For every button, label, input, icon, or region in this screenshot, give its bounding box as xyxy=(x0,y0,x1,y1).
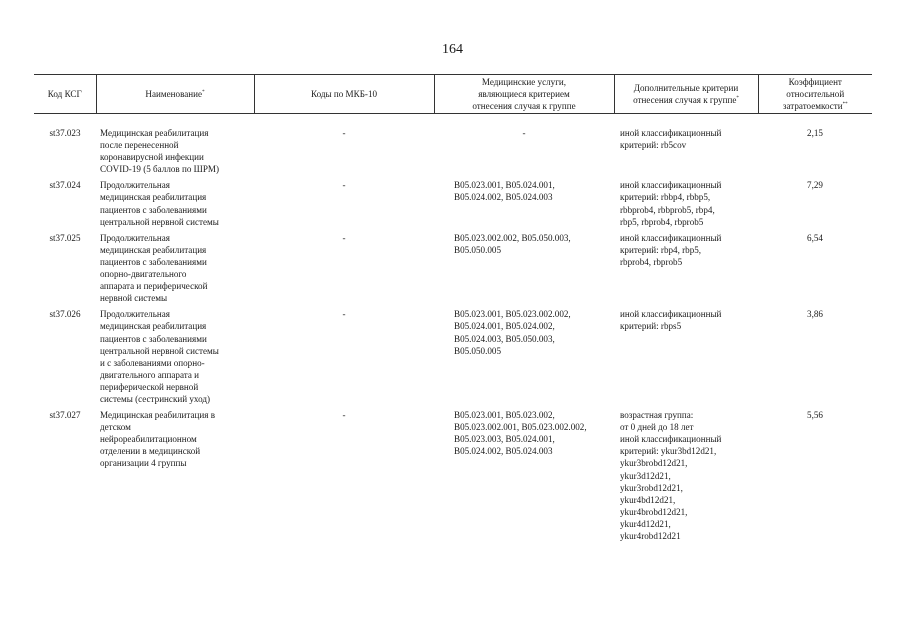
cell-services-line: B05.023.001, B05.023.002, xyxy=(454,410,555,421)
header-coef-line: Коэффициент xyxy=(788,76,842,87)
cell-name-line: Медицинская реабилитация xyxy=(100,128,209,138)
header-coef-footnote-mark: ** xyxy=(842,102,848,108)
cell-criteria xyxy=(614,114,758,180)
cell-criteria-line: ykur3robd12d21, xyxy=(620,482,683,493)
cell-name-line: опорно-двигательного xyxy=(100,269,187,280)
cell-name-line: Продолжительная xyxy=(100,309,170,320)
cell-criteria-line: rbp5, rbprob4, rbprob5 xyxy=(620,216,704,227)
cell-services-line: B05.024.002, B05.024.003 xyxy=(454,192,553,203)
cell-services-line: B05.023.002.002, B05.050.003, xyxy=(454,232,571,243)
cell-criteria xyxy=(614,232,758,309)
cell-name-line: нейрореабилитационном xyxy=(100,434,197,445)
cell-coefficient: 2,15 xyxy=(807,128,823,138)
cell-services-line: - xyxy=(522,128,526,138)
cell-ksg-code: st37.026 xyxy=(49,309,81,320)
cell-coefficient: 6,54 xyxy=(807,232,823,243)
cell-ksg-code: st37.027 xyxy=(49,410,81,421)
cell-criteria xyxy=(614,308,758,409)
cell-name-line: коронавирусной инфекции xyxy=(100,152,204,163)
cell-criteria-line: иной классификационный xyxy=(620,232,722,243)
cell-criteria-line: иной классификационный xyxy=(620,180,722,191)
cell-name-line: медицинская реабилитация xyxy=(100,192,207,203)
cell-ksg-code: st37.024 xyxy=(49,180,81,191)
header-criteria-line: Дополнительные критерии xyxy=(633,82,739,93)
cell-criteria-line: возрастная группа: xyxy=(620,410,694,421)
cell-criteria-line: ykur3d12d21, xyxy=(620,470,671,481)
cell-name-line: пациентов с заболеваниями xyxy=(100,256,207,267)
cell-services-line: B05.024.001, B05.024.002, xyxy=(454,321,555,332)
cell-criteria-line: иной классификационный xyxy=(620,434,722,445)
header-coef-text: затратоемкости xyxy=(782,101,843,112)
header-criteria-text: отнесения случая к группе xyxy=(633,95,737,105)
cell-name-line: медицинская реабилитация xyxy=(100,321,207,332)
cell-criteria xyxy=(614,409,758,546)
cell-services-line: B05.023.001, B05.024.001, xyxy=(454,180,555,191)
cell-name xyxy=(96,179,254,231)
cell-name-line: Продолжительная xyxy=(100,180,170,191)
cell-criteria-line: иной классификационный xyxy=(620,309,722,320)
cell-coefficient: 7,29 xyxy=(807,180,823,191)
header-services-line: отнесения случая к группе xyxy=(472,101,576,112)
table-header-row xyxy=(34,75,872,114)
ksg-table xyxy=(34,74,872,546)
cell-name-line: пациентов с заболеваниями xyxy=(100,333,207,344)
table-body xyxy=(34,114,872,547)
cell-services-line: B05.024.003, B05.050.003, xyxy=(454,333,555,344)
cell-name xyxy=(96,308,254,409)
cell-name-line: двигательного аппарата и xyxy=(100,369,200,380)
cell-name-line: Продолжительная xyxy=(100,232,170,243)
cell-services-line: B05.024.002, B05.024.003 xyxy=(454,446,553,457)
cell-mkb-codes: - xyxy=(342,232,346,243)
cell-services xyxy=(434,232,614,309)
cell-mkb-codes: - xyxy=(342,180,346,191)
cell-criteria-line: ykur3brobd12d21, xyxy=(620,458,688,469)
cell-services xyxy=(434,179,614,231)
cell-name-line: COVID-19 (5 баллов по ШРМ) xyxy=(100,164,220,175)
cell-name xyxy=(96,409,254,546)
cell-name-line: периферической нервной xyxy=(100,381,199,392)
cell-criteria-line: ykur4bd12d21, xyxy=(620,494,676,505)
cell-name-line: аппарата и периферической xyxy=(100,281,208,292)
header-criteria-line xyxy=(618,94,755,106)
cell-services xyxy=(434,308,614,409)
cell-name-line: организации 4 группы xyxy=(100,458,187,469)
cell-name-line: системы (сестринский уход) xyxy=(100,393,211,404)
table-row xyxy=(34,308,872,409)
cell-services xyxy=(434,409,614,546)
header-services-line: Медицинские услуги, xyxy=(481,76,567,87)
table-row xyxy=(34,179,872,231)
cell-criteria-line: ykur4robd12d21 xyxy=(620,531,681,541)
header-name-text: Наименование xyxy=(145,88,203,99)
cell-services-line: B05.023.003, B05.024.001, xyxy=(454,434,555,445)
cell-mkb-codes: - xyxy=(342,128,346,138)
cell-coefficient: 5,56 xyxy=(807,410,823,421)
cell-name-line: и с заболеваниями опорно- xyxy=(100,357,205,368)
header-coef-line: относительной xyxy=(786,88,845,99)
cell-name xyxy=(96,114,254,180)
cell-criteria-line: критерий: rbps5 xyxy=(620,321,682,332)
header-mkb: Коды по МКБ-10 xyxy=(254,75,434,114)
header-services-line: являющиеся критерием xyxy=(478,88,570,99)
cell-mkb-codes: - xyxy=(342,309,346,320)
header-criteria xyxy=(614,75,758,114)
cell-criteria xyxy=(614,179,758,231)
cell-name-line: нервной системы xyxy=(100,293,168,304)
cell-services-line: B05.050.005 xyxy=(454,244,501,255)
cell-criteria-line: rbbprob4, rbbprob5, rbp4, xyxy=(620,204,715,215)
cell-services xyxy=(434,114,614,180)
cell-name-line: Медицинская реабилитация в xyxy=(100,410,216,421)
page-number: 164 xyxy=(442,42,463,57)
cell-criteria-line: критерий: ykur3bd12d21, xyxy=(620,446,717,457)
header-name xyxy=(96,75,254,114)
cell-name-line: отделении в медицинской xyxy=(100,446,201,457)
cell-ksg-code: st37.025 xyxy=(49,232,81,243)
cell-criteria-line: критерий: rb5cov xyxy=(620,140,687,151)
cell-name-line: центральной нервной системы xyxy=(100,216,219,227)
header-code: Код КСГ xyxy=(34,75,96,114)
cell-criteria-line: ykur4d12d21, xyxy=(620,518,671,529)
cell-criteria-line: rbprob4, rbprob5 xyxy=(620,256,683,267)
cell-criteria-line: иной классификационный xyxy=(620,128,722,138)
cell-name xyxy=(96,232,254,309)
header-coef xyxy=(758,75,872,114)
cell-coefficient: 3,86 xyxy=(807,309,823,320)
cell-name-line: детском xyxy=(100,422,131,433)
cell-criteria-line: критерий: rbp4, rbp5, xyxy=(620,244,702,255)
cell-criteria-line: ykur4brobd12d21, xyxy=(620,506,688,517)
header-criteria-footnote-mark: * xyxy=(736,96,739,101)
cell-name-line: после перенесенной xyxy=(100,140,179,151)
cell-services-line: B05.050.005 xyxy=(454,345,501,356)
cell-ksg-code: st37.023 xyxy=(49,128,81,138)
cell-name-line: центральной нервной системы xyxy=(100,345,219,356)
table-row xyxy=(34,232,872,309)
header-services xyxy=(434,75,614,114)
cell-criteria-line: от 0 дней до 18 лет xyxy=(620,422,694,433)
header-name-footnote-mark: * xyxy=(202,89,205,95)
cell-name-line: медицинская реабилитация xyxy=(100,244,207,255)
cell-services-line: B05.023.001, B05.023.002.002, xyxy=(454,309,571,320)
cell-mkb-codes: - xyxy=(342,410,346,421)
cell-services-line: B05.023.002.001, B05.023.002.002, xyxy=(454,422,587,433)
cell-criteria-line: критерий: rbbp4, rbbp5, xyxy=(620,192,711,203)
table-row xyxy=(34,114,872,180)
header-coef-line xyxy=(762,100,870,112)
cell-name-line: пациентов с заболеваниями xyxy=(100,204,207,215)
table-row xyxy=(34,409,872,546)
